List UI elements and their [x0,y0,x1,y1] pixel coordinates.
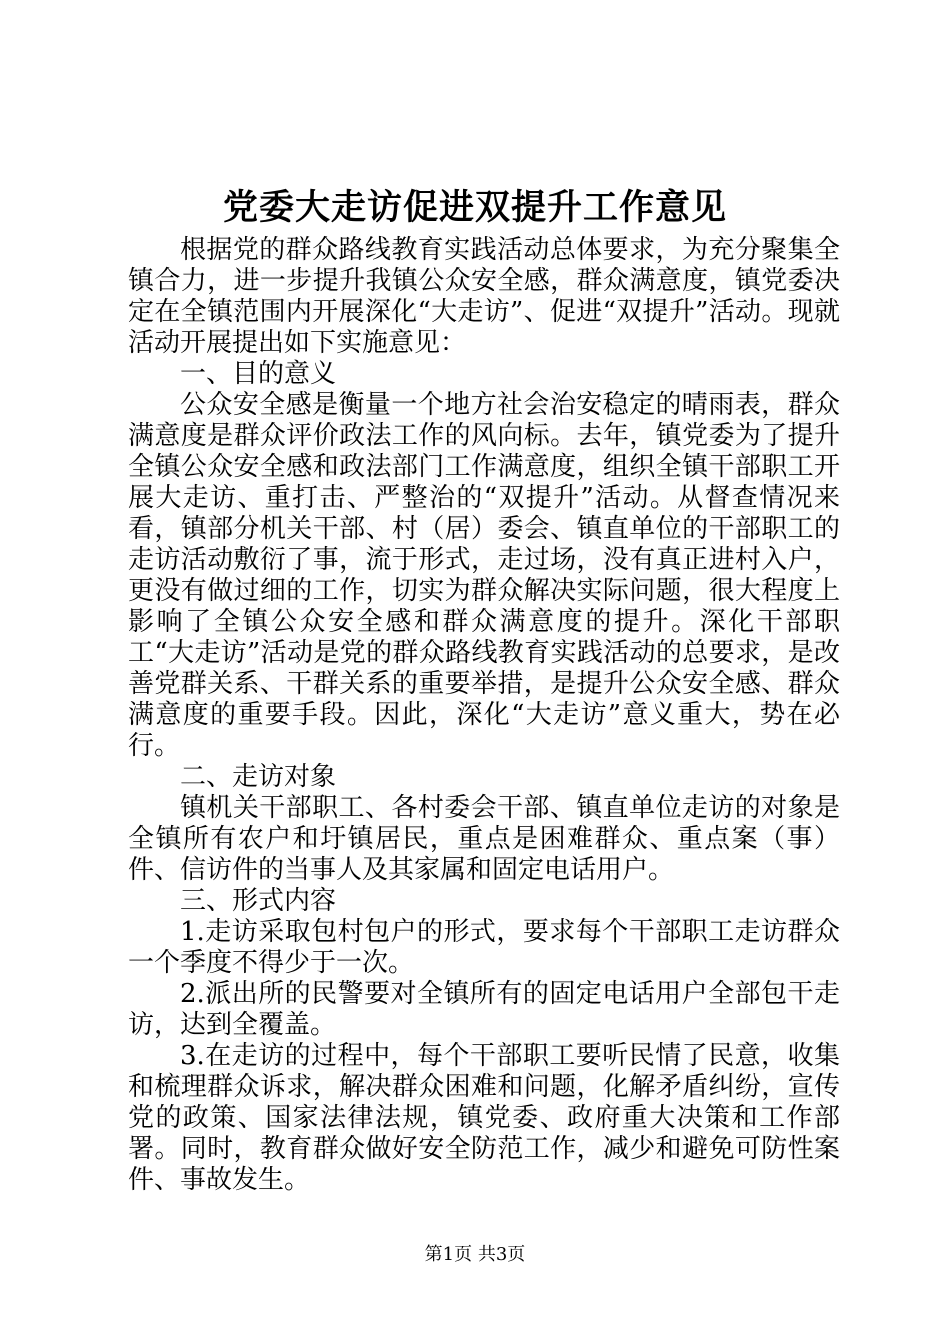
form-item-2: 2.派出所的民警要对全镇所有的固定电话用户全部包干走访，达到全覆盖。 [128,979,840,1040]
intro-paragraph: 根据党的群众路线教育实践活动总体要求，为充分聚集全镇合力，进一步提升我镇公众安全感，群众满意度，镇党委决定在全镇范围内开展深化“大走访”、促进“双提升”活动。现就活动开展提出如下实施意见： [128,235,840,358]
document-body [128,235,840,1196]
form-item-3: 3.在走访的过程中，每个干部职工要听民情了民意，收集和梳理群众诉求，解决群众困难和问题，化解矛盾纠纷，宣传党的政策、国家法律法规，镇党委、政府重大决策和工作部署。同时，教育群众做好安全防范工作，减少和避免可防性案件、事故发生。 [128,1041,840,1195]
purpose-paragraph: 公众安全感是衡量一个地方社会治安稳定的晴雨表，群众满意度是群众评价政法工作的风向标。去年，镇党委为了提升全镇公众安全感和政法部门工作满意度，组织全镇干部职工开展大走访、重打击、严整治的“双提升”活动。从督查情况来看，镇部分机关干部、村（居）委会、镇直单位的干部职工的走访活动敷衍了事，流于形式，走过场，没有真正进村入户，更没有做过细的工作，切实为群众解决实际问题，很大程度上影响了全镇公众安全感和群众满意度的提升。深化干部职工“大走访”活动是党的群众路线教育实践活动的总要求，是改善党群关系、干群关系的重要举措，是提升公众安全感、群众满意度的重要手段。因此，深化“大走访”意义重大，势在必行。 [128,390,840,761]
section-heading-targets: 二、走访对象 [180,762,337,792]
section-heading-form: 三、形式内容 [180,886,337,916]
form-item-1: 1.走访采取包村包户的形式，要求每个干部职工走访群众一个季度不得少于一次。 [128,917,840,978]
section-heading-purpose: 一、目的意义 [180,359,337,389]
page-footer: 第1页 共3页 [424,1244,526,1265]
document-title: 党委大走访促进双提升工作意见 [222,187,727,228]
targets-paragraph: 镇机关干部职工、各村委会干部、镇直单位走访的对象是全镇所有农户和圩镇居民，重点是困难群众、重点案（事）件、信访件的当事人及其家属和固定电话用户。 [128,793,840,885]
